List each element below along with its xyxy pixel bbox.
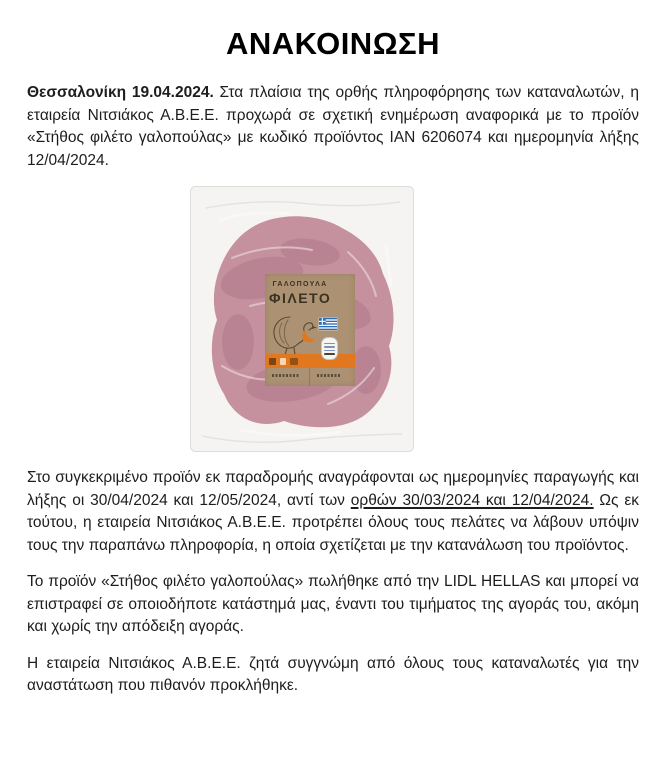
orange-band [265, 354, 355, 368]
paragraph-apology: Η εταιρεία Νιτσιάκος Α.Β.Ε.Ε. ζητά συγγνώμη από όλους τους καταναλωτές για την αναστάτωση που πιθανόν προκλήθηκε. [27, 654, 639, 694]
band-icon-1 [269, 358, 276, 365]
correction-text-after: Ως εκ τούτου, η εταιρεία Νιτσιάκος Α.Β.Ε.Ε. προτρέπει όλους τους πελάτες να λάβουν υπόψιν τους την παραπάνω πληροφορία, η οποία σχετίζεται με την κατανάλωση του προϊόντος. [27, 491, 639, 554]
correction-text-before: Στο συγκεκριμένο προϊόν εκ παραδρομής αναγράφονται ως ημερομηνίες παραγωγής και λήξης οι 30/04/2024 και 12/05/2024, αντί των [27, 469, 639, 509]
label-divider [309, 368, 310, 386]
band-icon-3 [290, 358, 298, 365]
paragraph-dateline-text: Στα πλαίσια της ορθής πληροφόρησης των καταναλωτών, η εταιρεία Νιτσιάκος Α.Β.Ε.Ε. προχωρά σε σχετική ενημέρωση αναφορικά με το προϊόν «Στήθος φιλέτο γαλοπούλας» με κωδικό προϊόντος ΙΑΝ 6206074 και ημερομηνία λήξης 12/04/2024. [27, 84, 639, 169]
label-product-text: ΦΙΛΕΤΟ [268, 290, 332, 306]
turkey-icon [269, 310, 325, 356]
paragraph-return-policy: Το προϊόν «Στήθος φιλέτο γαλοπούλας» πωλήθηκε από την LIDL HELLAS και μπορεί να επιστραφεί σε οποιοδήποτε κατάστημά μας, έναντι του τιμήματος της αγοράς του, ακόμη και χωρίς την απόδειξη αγοράς. [27, 573, 639, 635]
paragraph-correction [27, 467, 639, 557]
band-icon-2 [280, 358, 286, 365]
paragraph-dateline [27, 82, 639, 172]
product-label [265, 274, 355, 386]
dateline-bold: Θεσσαλονίκη 19.04.2024. [27, 84, 214, 101]
page-title: ΑΝΑΚΟΙΝΩΣΗ [225, 26, 441, 61]
certification-badge-icon [321, 337, 338, 360]
underlined-correct-dates: ορθών 30/03/2024 και 12/04/2024. [350, 491, 594, 509]
label-brand-text: ΓΑΛΟΠΟΥΛΑ [272, 281, 328, 288]
product-photo [190, 186, 414, 452]
greek-flag-icon [319, 318, 337, 330]
fine-print-right [317, 374, 340, 377]
fine-print-left [272, 374, 300, 377]
